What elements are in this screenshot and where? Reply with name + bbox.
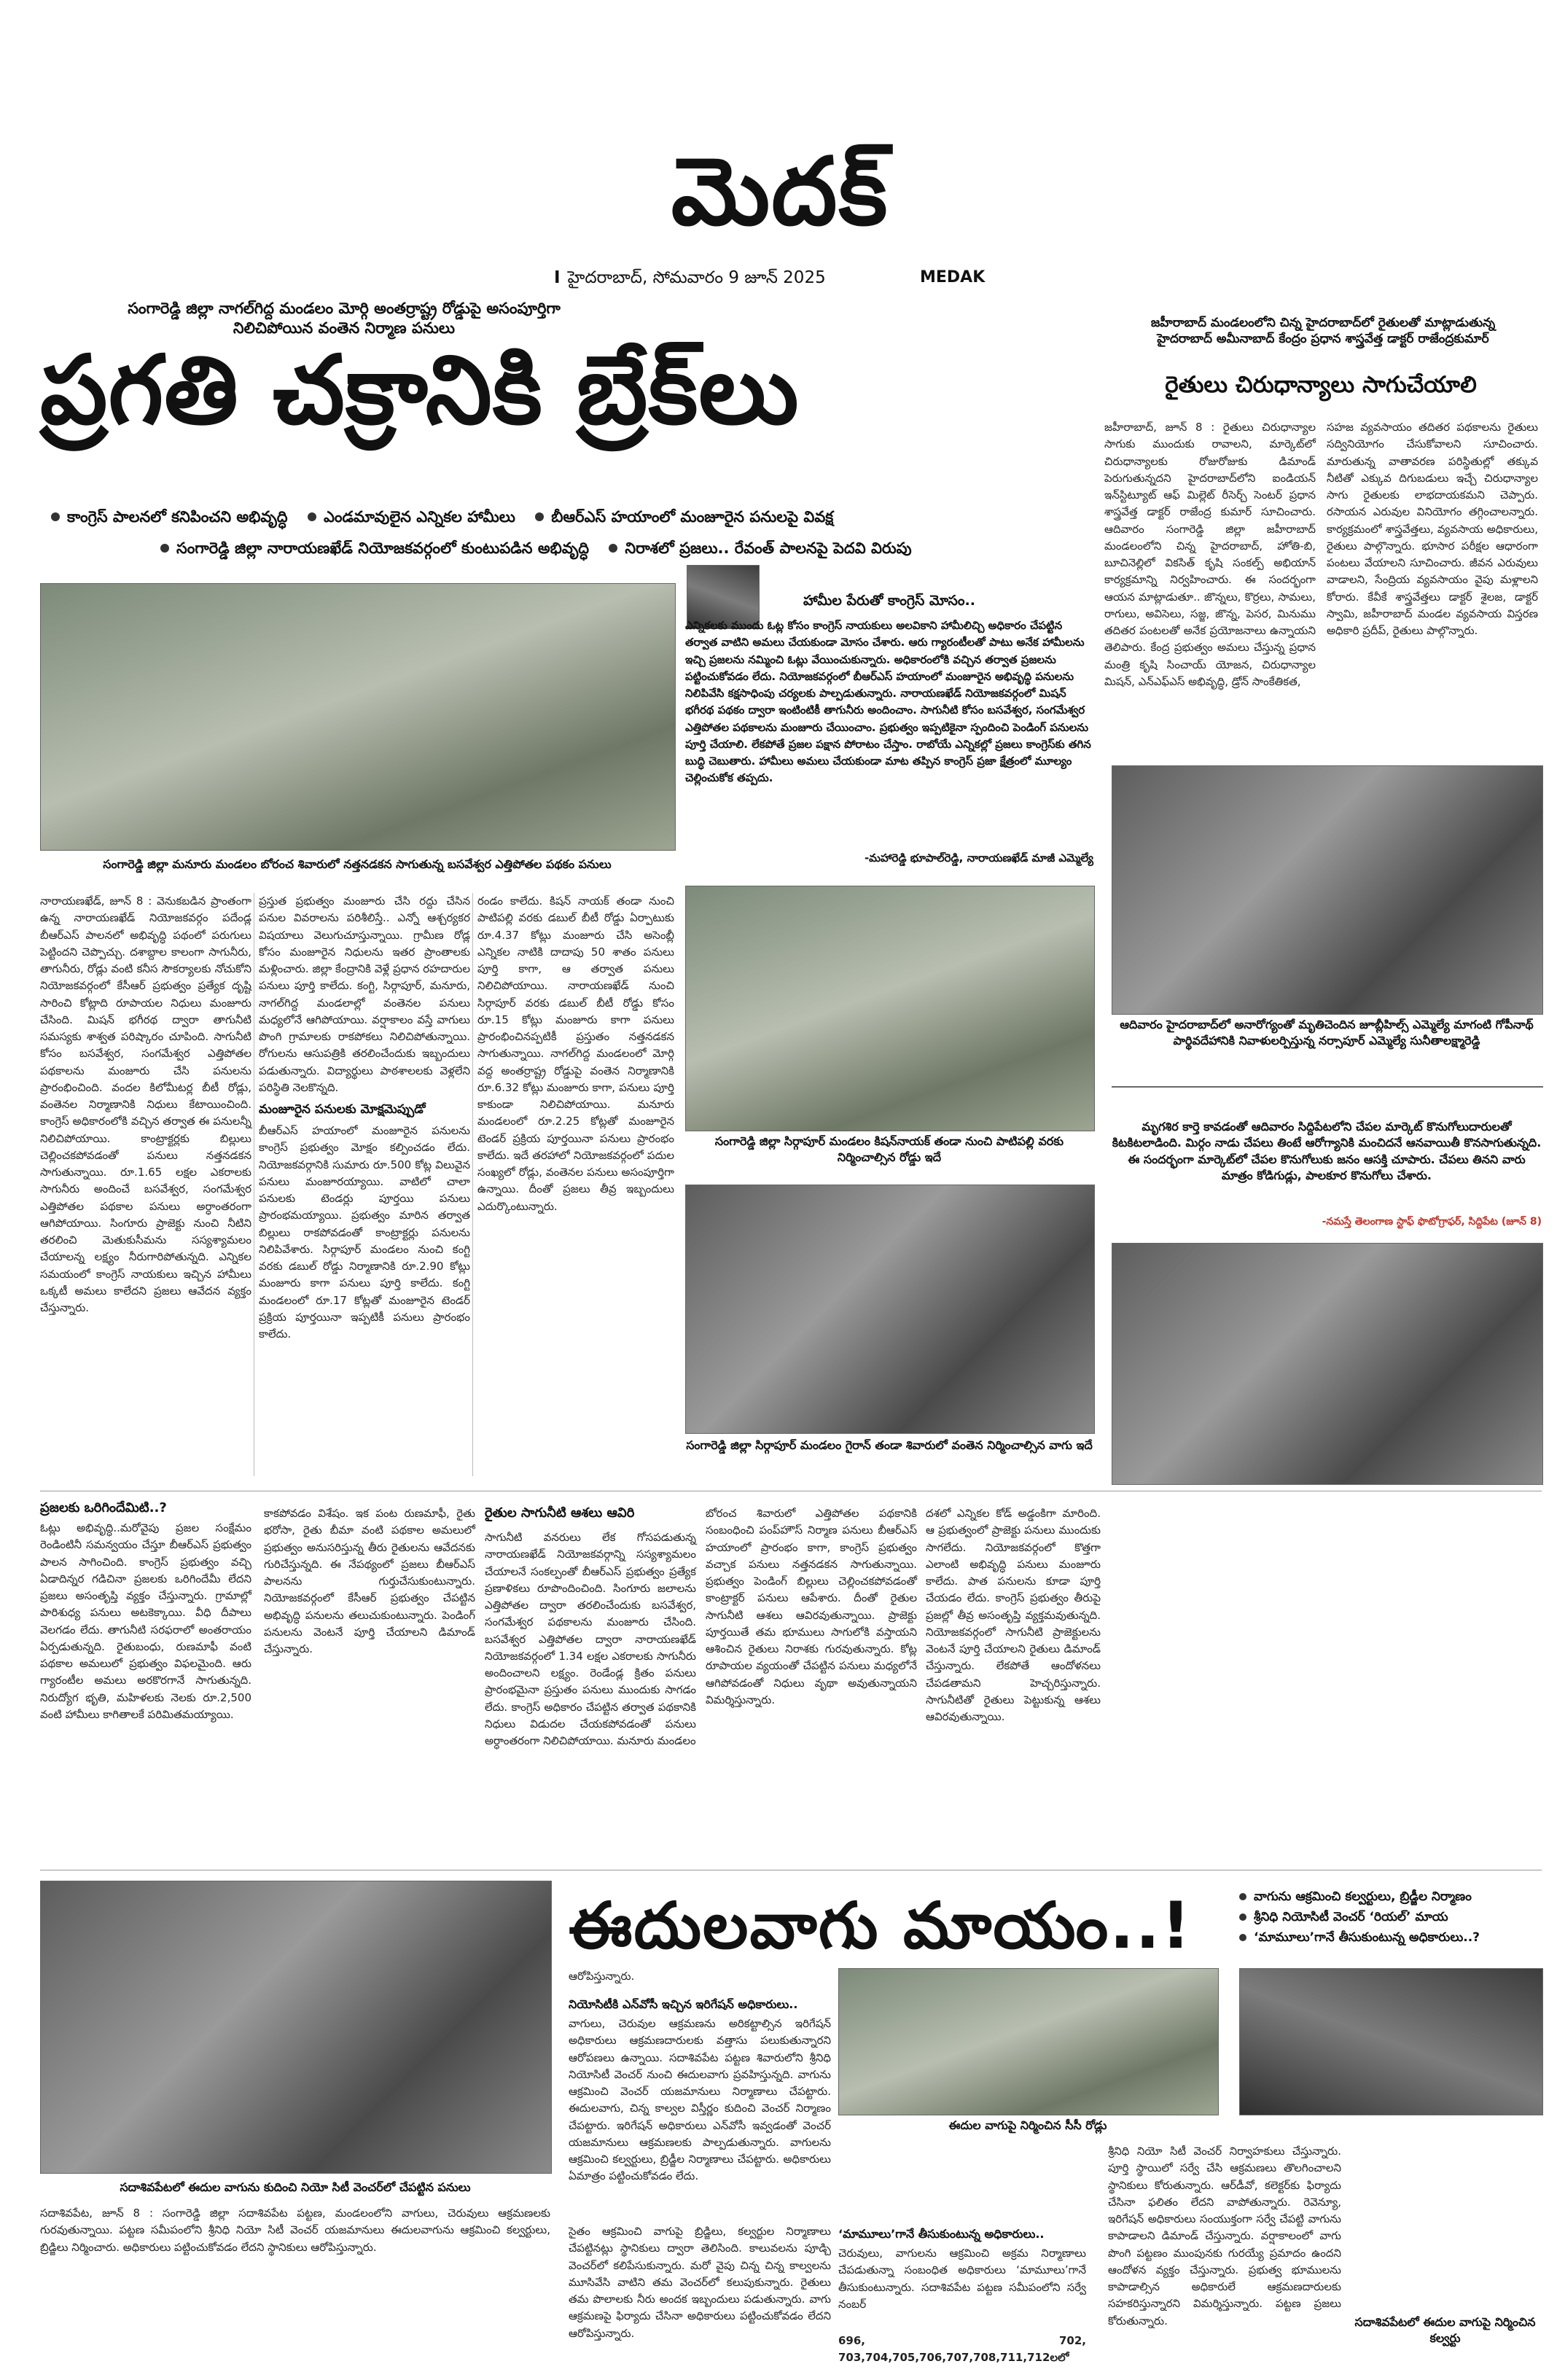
lead-kicker xyxy=(82,299,606,339)
lead-bullet-3: బీఆర్ఎస్ హయాంలో మంజూరైన పనులపై వివక్ష xyxy=(551,508,834,526)
rice-kicker-line2: హైదరాబాద్ అమీనాబాద్ కేంద్రం ప్రధాన శాస్త్రవేత్త డాక్టర్ రాజేంద్రకుమార్ xyxy=(1157,332,1489,347)
rice-kicker xyxy=(1108,315,1538,347)
fish-market-photo-main xyxy=(1112,1243,1543,1485)
lower-col-1: ఓట్లు అభివృద్ధి..మరోవైపు ప్రజల సంక్షేమం రెండింటినీ సమన్వయం చేస్తూ బీఆర్ఎస్ ప్రభుత్వం పాలన సాగించింది. కాంగ్రెస్ ప్రభుత్వం వచ్చి ఏడాదిన్నర గడిచినా ప్రజలకు ఒరిగిందేమీ లేదని ప్రజలు అసంతృప్తి వ్యక్తం చేస్తున్నారు. గ్రామాల్లో పారిశుధ్య పనులు అటకెక్కాయి. వీధి దీపాలు వెలగడం లేదు. తాగునీటి సరఫరాలో అంతరాయం ఏర్పడుతున్నది. రైతుబంధు, రుణమాఫీ వంటి పథకాల అమలులో ప్రభుత్వం విఫలమైంది. ఆరు గ్యారంటీల అమలు అరకొరగానే సాగుతున్నది. నిరుద్యోగ భృతి, మహిళలకు నెలకు రూ.2,500 వంటి హామీలు కాగితాలకే పరిమితమయ్యాయి. xyxy=(40,1521,251,1721)
eedula-bullet-1: వాగును ఆక్రమించి కల్వర్టులు, బ్రిడ్జీల నిర్మాణం xyxy=(1254,1889,1472,1904)
lead-bullet-1: కాంగ్రెస్ పాలనలో కనిపించని అభివృద్ధి xyxy=(67,508,288,526)
rice-kicker-line1: జహీరాబాద్ మండలంలోని చిన్న హైదరాబాద్‌లో రైతులతో మాట్లాడుతున్న xyxy=(1150,316,1496,330)
lead-kicker-line2: నిలిచిపోయిన వంతెన నిర్మాణ పనులు xyxy=(233,319,456,338)
eedula-survey-numbers: 696, 702, 703,704,705,706,707,708,711,712లలో xyxy=(838,2334,1086,2365)
eedula-photo-mid xyxy=(838,1968,1219,2115)
eedula-title: ఈదులవాగు మాయం..! xyxy=(569,1888,1193,1963)
eedula-left-text: సదాశివపేట, జూన్ 8 : సంగారెడ్డి జిల్లా సదాశివపేట పట్టణ, మండలంలోని వాగులు, చెరువులు ఆక్రమణలకు గురవుతున్నాయి. పట్టణ సమీపంలోని శ్రీనిధి నియో సిటీ వెంచర్ యజమానులు ఈదులవాగును ఆక్రమించి కల్వర్టులు, బ్రిడ్జిలు నిర్మించారు. అధికారులు పట్టించుకోవడం లేదని స్థానికులు ఆరోపిస్తున్నారు. xyxy=(40,2207,550,2254)
stream-photo-caption: సంగారెడ్డి జిల్లా సిర్గాపూర్ మండలం గైరాన్ తండా శివారులో వంతెన నిర్మించాల్సిన వాగు ఇదే xyxy=(686,1438,1093,1452)
rice-col-1: జహీరాబాద్, జూన్ 8 : రైతులు చిరుధాన్యాల సాగుకు ముందుకు రావాలని, మార్కెట్‌లో చిరుధాన్యాలకు రోజురోజుకు డిమాండ్ పెరుగుతున్నదని హైదరాబాద్‌లోని ఐండియన్ ఇన్‌స్టిట్యూట్ ఆఫ్ మిల్లెట్ రీసెర్చ్ సెంటర్ ప్రధాన శాస్త్రవేత్త డాక్టర్ రాజేంద్ర కుమార్ సూచించారు. ఆదివారం సంగారెడ్డి జిల్లా జహీరాబాద్ మండలంలోని చిన్న హైదరాబాద్, హోతి-బి, బూచినెల్లిలో వికసిత్ కృషి సంకల్ప్ అభియాన్ కార్యక్రమాన్ని నిర్వహించారు. ఈ సందర్భంగా ఆయన మాట్లాడుతూ.. జొన్నలు, కొర్రలు, సామలు, రాగులు, అవిసెలు, సజ్జ, జొన్న, పెసర, మినుము తదితర పంటలతో అనేక ప్రయోజనాలు ఉన్నాయని తెలిపారు. కేంద్ర ప్రభుత్వం అమలు చేస్తున్న ప్రధాన మంత్రి కృషి సించాయ్ యోజన, చిరుధాన్యాల మిషన్, ఎన్‌ఎఫ్‌ఎస్ అభివృద్ధి, డ్రోన్ సాంకేతికత, xyxy=(1104,421,1316,688)
dateline-text: హైదరాబాద్, సోమవారం 9 జూన్ 2025 xyxy=(567,268,826,287)
eedula-col-b: సైతం ఆక్రమించి వాగుపై బ్రిడ్జిలు, కల్వర్టుల నిర్మాణాలు చేపట్టినట్లు స్థానికులు ద్వారా తెలిసింది. కాలువలను పూడ్చి వెంచర్‌లో కలిపేసుకున్నారు. మరో వైపు చిన్న చిన్న కాల్వలను మూసివేసి వాటిని తమ వెంచర్‌లో కలుపుకున్నారు. రైతులు తమ పొలాలకు నీరు అందక ఇబ్బందులు పడుతున్నారు. వాగు ఆక్రమణపై ఫిర్యాదు చేసినా అధికారులు పట్టించుకోవడం లేదని ఆరోపిస్తున్నారు. xyxy=(569,2225,831,2340)
eedula-col-c: శ్రీనిధి నియో సిటీ వెంచర్ నిర్వాహకులు చేస్తున్నారు. పూర్తి స్థాయిలో సర్వే చేసి ఆక్రమణలు తొలగించాలని స్థానికులు కోరుతున్నారు. ఆర్‌డీవో, కలెక్టర్‌కు ఫిర్యాదు చేసినా ఫలితం లేదని వాపోతున్నారు. రెవెన్యూ, ఇరిగేషన్ అధికారులు సంయుక్తంగా సర్వే చేపట్టి వాగును కాపాడాలని డిమాండ్ చేస్తున్నారు. వర్షాకాలంలో వాగు పొంగి పట్టణం ముంపునకు గురయ్యే ప్రమాదం ఉందని ఆందోళన వ్యక్తం చేస్తున్నారు. ప్రభుత్వ భూములను కాపాడాల్సిన అధికారులే ఆక్రమణదారులకు సహకరిస్తున్నారని విమర్శిస్తున్నారు. పట్టణ ప్రజలు కోరుతున్నారు. xyxy=(1108,2145,1341,2328)
road-photo xyxy=(685,886,1095,1131)
dateline xyxy=(554,268,826,292)
eedula-mid-caption: ఈదుల వాగుపై నిర్మించిన సీసీ రోడ్లు xyxy=(948,2118,1107,2132)
section-tag: MEDAK xyxy=(920,268,986,286)
narayankhed-col-2-text: ప్రస్తుత ప్రభుత్వం మంజూరు చేసి రద్దు చేసిన పనుల వివరాలను పరిశీలిస్తే.. ఎన్నో ఆశ్చర్యకర విషయాలు వెలుగుచూస్తున్నాయి. గ్రామీణ రోడ్ల కోసం మంజూరైన నిధులను ఇతర ప్రాంతాలకు మళ్లించారు. జిల్లా కేంద్రానికి వెళ్లే ప్రధాన రహదారుల పనులు పూర్తి కాలేదు. కంగ్టి, సిర్గాపూర్, మనూరు, నాగల్‌గిద్ద మండలాల్లో వంతెనల పనులు మధ్యలోనే ఆగిపోయాయి. వర్షాకాలం వస్తే వాగులు పొంగి గ్రామాలకు రాకపోకలు నిలిచిపోతున్నాయి. రోగులను ఆసుపత్రికి తరలించేందుకు ఇబ్బందులు పడుతున్నారు. విద్యార్థులు పాఠశాలలకు వెళ్లలేని పరిస్థితి నెలకొన్నది. xyxy=(259,894,470,1094)
eedula-bullet-3: ‘మామూలు’గానే తీసుకుంటున్న అధికారులు..? xyxy=(1254,1930,1480,1946)
eedula-lead-line: ఆరోపిస్తున్నారు. xyxy=(569,1970,635,1983)
road-photo-caption: సంగారెడ్డి జిల్లా సిర్గాపూర్ మండలం కిషన్‌నాయక్ తండా నుంచి పాటిపల్లి వరకు నిర్మించాల్సిన రోడ్డు ఇదే xyxy=(714,1134,1064,1165)
eedula-bullets xyxy=(1239,1887,1545,1948)
stream-photo xyxy=(685,1185,1095,1434)
eedula-bullet-2: శ్రీనిధి నియోసిటీ వెంచర్ ‘రియల్’ మాయ xyxy=(1254,1910,1448,1925)
eedula-subhead-a: నియోసిటీకి ఎన్‌వోసీ ఇచ్చిన ఇరిగేషన్ అధికారులు.. xyxy=(569,1997,798,2011)
eedula-photo-right xyxy=(1239,1968,1543,2115)
eedula-col-b2: చెరువులు, వాగులను ఆక్రమించి అక్రమ నిర్మాణాలు చేపడుతున్నా సంబంధిత అధికారులు ‘మామూలు’గానే తీసుకుంటున్నారు. సదాశివపేట పట్టణ సమీపంలోని సర్వే నంబర్‌ xyxy=(838,2247,1086,2311)
hami-body: ఎన్నికలకు ముందు ఓట్ల కోసం కాంగ్రెస్ నాయకులు అలవికాని హామీలిచ్చి అధికారం చేపట్టిన తర్వాత వాటిని అమలు చేయకుండా మోసం చేశారు. ఆరు గ్యారంటీలతో పాటు అనేక హామీలను ఇచ్చి ప్రజలను నమ్మించి ఓట్లు వేయించుకున్నారు. అధికారంలోకి వచ్చిన తర్వాత ప్రజలను పట్టించుకోవడం లేదు. నియోజకవర్గంలో బీఆర్ఎస్ హయాంలో మంజూరైన అభివృద్ధి పనులను నిలిపివేసి కక్షసాధింపు చర్యలకు పాల్పడుతున్నారు. నారాయణఖేడ్ నియోజకవర్గంలో మిషన్ భగీరథ పథకం ద్వారా ఇంటింటికీ తాగునీరు అందించాం. సాగునీటి కోసం బసవేశ్వర, సంగమేశ్వర ఎత్తిపోతల పథకాలను మంజూరు చేయించాం. ప్రభుత్వం ఇప్పటికైనా స్పందించి పెండింగ్ పనులను పూర్తి చేయాలి. లేకపోతే ప్రజల పక్షాన పోరాటం చేస్తాం. రాబోయే ఎన్నికల్లో ప్రజలు కాంగ్రెస్‌కు తగిన బుద్ధి చెబుతారు. హామీలు అమలు చేయకుండా మాట తప్పిన కాంగ్రెస్ ప్రజా క్షేత్రంలో మూల్యం చెల్లించుకోక తప్పదు. xyxy=(685,619,1091,785)
lead-headline: ప్రగతి చక్రానికి బ్రేక్‌లు xyxy=(40,335,800,445)
fish-market-credit: -నమస్తే తెలంగాణ స్టాఫ్ ఫొటోగ్రాఫర్, సిద్దిపేట (జూన్ 8) xyxy=(1322,1216,1542,1228)
hami-title: హామీల పేరుతో కాంగ్రెస్ మోసం.. xyxy=(803,593,975,609)
lower-subhead-1: ప్రజలకు ఒరిగిందేమిటి..? xyxy=(40,1500,167,1515)
lower-subhead-3: రైతుల సాగునీటి ఆశలు ఆవిరి xyxy=(485,1505,635,1521)
rice-col-2: సహజ వ్యవసాయం తదితర పథకాలను రైతులు సద్వినియోగం చేసుకోవాలని సూచించారు. మారుతున్న వాతావరణ పరిస్థితుల్లో తక్కువ నీటితో ఎక్కువ దిగుబడులు ఇచ్చే చిరుధాన్యాల సాగు రైతులకు లాభదాయకమని చెప్పారు. రసాయన ఎరువుల వినియోగం తగ్గించాలన్నారు. కార్యక్రమంలో శాస్త్రవేత్తలు, వ్యవసాయ అధికారులు, రైతులు పాల్గొన్నారు. భూసార పరీక్షల ఆధారంగా పంటలు వేయాలని సూచించారు. జీవన ఎరువులు వాడాలని, సేంద్రియ వ్యవసాయం వైపు మళ్లాలని కోరారు. కేవీకే శాస్త్రవేత్తలు డాక్టర్ శైలజ, డాక్టర్ స్వామి, జహీరాబాద్ మండల వ్యవసాయ విస్తరణ అధికారి ప్రదీప్, రైతులు పాల్గొన్నారు. xyxy=(1327,421,1538,637)
lead-photo-caption: సంగారెడ్డి జిల్లా మనూరు మండలం బోరంచ శివారులో నత్తనడకన సాగుతున్న బసవేశ్వర ఎత్తిపోతల పథకం పనులు xyxy=(103,857,612,871)
lead-photo xyxy=(40,583,676,851)
masthead-title: మెదక్ xyxy=(671,138,889,246)
narayankhed-col-2 xyxy=(259,893,470,1483)
dateline-marker: I xyxy=(554,268,561,287)
eedula-right-caption: సదాశివపేటలో ఈదుల వాగుపై నిర్మించిన కల్వర్టు xyxy=(1354,2315,1536,2346)
lead-bullet-2: ఎండమావులైన ఎన్నికల హామీలు xyxy=(323,508,515,526)
lower-col-4: బోరంచ శివారులో ఎత్తిపోతల పథకానికి సంబంధించి పంప్‌హౌస్ నిర్మాణ పనులు బీఆర్ఎస్ హయాంలో ప్రారంభం కాగా, కాంగ్రెస్ ప్రభుత్వం వచ్చాక పనులు నత్తనడకన సాగుతున్నాయి. ప్రభుత్వం పెండింగ్ బిల్లులు చెల్లించకపోవడంతో కాంట్రాక్టర్ పనులు ఆపేశారు. దీంతో రైతుల సాగునీటి ఆశలు ఆవిరవుతున్నాయి. ప్రాజెక్టు పూర్తయితే తమ భూములు సాగులోకి వస్తాయని ఆశించిన రైతులు నిరాశకు గురవుతున్నారు. కోట్ల రూపాయల వ్యయంతో చేపట్టిన పనులు మధ్యలోనే ఆగిపోవడంతో నిధులు వృథా అవుతున్నాయని విమర్శిస్తున్నారు. xyxy=(706,1507,917,1706)
narayankhed-col-3: రండం కాలేదు. కిషన్ నాయక్ తండా నుంచి పాటిపల్లి వరకు డబుల్ బీటీ రోడ్డు ఏర్పాటుకు రూ.4.37 కోట్లు మంజూరు చేసి అసెంబ్లీ ఎన్నికల నాటికి దాదాపు 50 శాతం పనులు పూర్తి కాగా, ఆ తర్వాత పనులు నిలిచిపోయాయి. నారాయణఖేడ్ నుంచి సిర్గాపూర్ వరకు డబుల్ బీటీ రోడ్డు కోసం రూ.15 కోట్లు మంజూరు కాగా పనులు ప్రారంభించినప్పటికీ ప్రస్తుతం నత్తనడకన సాగుతున్నాయి. నాగల్‌గిద్ద మండలంలో మోర్గి వద్ద అంతర్రాష్ట్ర రోడ్డుపై వంతెన నిర్మాణానికి రూ.6.32 కోట్లు మంజూరు కాగా, పనులు పూర్తి కాకుండా నిలిచిపోయాయి. మనూరు మండలంలో రూ.2.25 కోట్లతో మంజూరైన టెండర్ ప్రక్రియ పూర్తయినా పనులు ప్రారంభం కాలేదు. ఇదే తరహాలో నియోజకవర్గంలో పదుల సంఖ్యలో రోడ్లు, వంతెనల పనులు అసంపూర్తిగా ఉన్నాయి. దీంతో ప్రజలు తీవ్ర ఇబ్బందులు ఎదుర్కొంటున్నారు. xyxy=(477,894,674,1213)
hami-signature: -మహారెడ్డి భూపాల్‌రెడ్డి, నారాయణఖేడ్ మాజీ ఎమ్మెల్యే xyxy=(864,851,1093,865)
lead-bullets-row1 xyxy=(36,507,1086,528)
lower-col-5: దశలో ఎన్నికల కోడ్ అడ్డంకిగా మారింది. ఆ ప్రభుత్వంలో ప్రాజెక్టు పనులు ముందుకు సాగలేదు. నియోజకవర్గంలో కొత్తగా ఎలాంటి అభివృద్ధి పనులు మంజూరు కాలేదు. పాత పనులను కూడా పూర్తి చేయడం లేదు. కాంగ్రెస్ ప్రభుత్వం తీరుపై ప్రజల్లో తీవ్ర అసంతృప్తి వ్యక్తమవుతున్నది. నియోజకవర్గంలో సాగునీటి ప్రాజెక్టులను వెంటనే పూర్తి చేయాలని రైతులు డిమాండ్ చేస్తున్నారు. లేకపోతే ఆందోళనలు చేపడతామని హెచ్చరిస్తున్నారు. సాగునీటితో రైతులు పెట్టుకున్న ఆశలు ఆవిరవుతున్నాయి. xyxy=(926,1507,1101,1723)
lead-bullet-5: నిరాశలో ప్రజలు.. రేవంత్ పాలనపై పెదవి విరుపు xyxy=(625,539,912,557)
fish-market-photo xyxy=(1112,1086,1543,1088)
eedula-left-caption: సదాశివపేటలో ఈదుల వాగును కుదించి నియో సిటీ వెంచర్‌లో చేపట్టిన పనులు xyxy=(120,2180,471,2194)
lower-col-3: సాగునీటి వనరులు లేక గోసపడుతున్న నారాయణఖేడ్ నియోజకవర్గాన్ని సస్యశ్యామలం చేయాలనే సంకల్పంతో బీఆర్ఎస్ ప్రభుత్వం ప్రత్యేక ప్రణాళికలు రూపొందించింది. సింగూరు జలాలను ఎత్తిపోతల ద్వారా తరలించేందుకు బసవేశ్వర, సంగమేశ్వర పథకాలను మంజూరు చేసింది. బసవేశ్వర ఎత్తిపోతల ద్వారా నారాయణఖేడ్ నియోజకవర్గంలో 1.34 లక్షల ఎకరాలకు సాగునీరు అందించాలని లక్ష్యం. రెండేండ్ల క్రితం పనులు ప్రారంభమైనా ప్రస్తుతం పనులు ముందుకు సాగడం లేదు. కాంగ్రెస్ అధికారం చేపట్టిన తర్వాత పథకానికి నిధులు విడుదల చేయకపోవడంతో పనులు అర్ధాంతరంగా నిలిచిపోయాయి. మనూరు మండలం xyxy=(485,1531,696,1747)
narayankhed-col-1: నారాయణఖేడ్, జూన్ 8 : వెనుకబడిన ప్రాంతంగా ఉన్న నారాయణఖేడ్ నియోజకవర్గం పదేండ్ల బీఆర్ఎస్ పాలనలో అభివృద్ధి పథంలో పరుగులు పెట్టిందని చెప్పొచ్చు. దశాబ్దాల కాలంగా సాగునీరు, తాగునీరు, రోడ్లు వంటి కనీస సౌకర్యాలకు నోచుకోని నియోజకవర్గంలో కేసీఆర్ ప్రభుత్వం ప్రత్యేక దృష్టి సారించి కోట్లాది రూపాయల నిధులు మంజూరు చేసింది. మిషన్ భగీరథ ద్వారా తాగునీటి సమస్యకు శాశ్వత పరిష్కారం చూపింది. సాగునీటి కోసం బసవేశ్వర, సంగమేశ్వర ఎత్తిపోతల పథకాలను మంజూరు చేసి పనులను ప్రారంభించింది. వందల కిలోమీటర్ల బీటీ రోడ్లు, వంతెనల నిర్మాణానికి నిధులు కేటాయించింది. కాంగ్రెస్ అధికారంలోకి వచ్చిన తర్వాత ఈ పనులన్నీ నిలిచిపోయాయి. కాంట్రాక్టర్లకు బిల్లులు చెల్లించకపోవడంతో పనులు నత్తనడకన సాగుతున్నాయి. రూ.1.65 లక్షల ఎకరాలకు సాగునీరు అందించే బసవేశ్వర, సంగమేశ్వర ఎత్తిపోతల పథకాల పనులు అర్ధాంతరంగా ఆగిపోయాయి. సింగూరు ప్రాజెక్టు నుంచి నీటిని తరలించి మెతుకుసీమను సస్యశ్యామలం చేయాలన్న లక్ష్యం నీరుగారిపోతున్నది. ఎన్నికల సమయంలో కాంగ్రెస్ నాయకులు ఇచ్చిన హామీలు ఒక్కటీ అమలు కాలేదని ప్రజలు ఆవేదన వ్యక్తం చేస్తున్నారు. xyxy=(40,894,251,1314)
eedula-subhead-b: ‘మామూలు’గానే తీసుకుంటున్న అధికారులు.. xyxy=(838,2227,1045,2241)
fish-market-text: మృగశిర కార్తె కావడంతో ఆదివారం సిద్దిపేటలోని చేపల మార్కెట్ కొనుగోలుదారులతో కిటకిటలాడింది. మిర్గం నాడు చేపలు తింటే ఆరోగ్యానికి మంచిదనే ఆనవాయితీ కొనసాగుతున్నది. ఈ సందర్భంగా మార్కెట్‌లో చేపల కొనుగోలుకు జనం ఆసక్తి చూపారు. చేపలు తినని వారు మాత్రం కోడిగుడ్లు, పాలకూర కొనుగోలు చేశారు. xyxy=(1112,1120,1542,1183)
rice-headline: రైతులు చిరుధాన్యాలు సాగుచేయాలి xyxy=(1165,372,1477,398)
lead-bullets-row2 xyxy=(146,538,1093,559)
lead-bullet-4: సంగారెడ్డి జిల్లా నారాయణఖేడ్ నియోజకవర్గంలో కుంటుపడిన అభివృద్ధి xyxy=(176,539,590,557)
narayankhed-col-2-subhead: మంజూరైన పనులకు మోక్షమెప్పుడో xyxy=(259,1102,426,1117)
eedula-photo-left xyxy=(40,1881,552,2174)
eedula-col-a: వాగులు, చెరువుల ఆక్రమణను అరికట్టాల్సిన ఇరిగేషన్ అధికారులు ఆక్రమణదారులకు వత్తాసు పలుకుతున్నారని ఆరోపణలు ఉన్నాయి. సదాశివపేట పట్టణ శివారులోని శ్రీనిధి నియోసిటీ వెంచర్ నుంచి ఈదులవాగు ప్రవహిస్తున్నది. వాగును ఆక్రమించి వెంచర్ యజమానులు నిర్మాణాలు చేపట్టారు. ఈదులవాగు, చిన్న కాల్వల విస్తీర్ణం కుదించి వెంచర్ నిర్మాణం చేపట్టారు. ఇరిగేషన్ అధికారులు ఎన్‌వోసీ ఇవ్వడంతో వెంచర్ యజమానులు ఆక్రమణలకు పాల్పడుతున్నారు. వాగులను ఆక్రమించి కల్వర్టులు, బ్రిడ్జీల నిర్మాణాలు చేపట్టారు. అధికారులు ఏమాత్రం పట్టించుకోవడం లేదు. xyxy=(569,2017,831,2183)
tribute-caption: ఆదివారం హైదరాబాద్‌లో అనారోగ్యంతో మృతిచెందిన జూబ్లీహిల్స్ ఎమ్మెల్యే మాగంటి గోపీనాథ్ పార్థివదేహానికి నివాళులర్పిస్తున్న నర్సాపూర్ ఎమ్మెల్యే సునీతాలక్ష్మారెడ్డి xyxy=(1120,1018,1534,1048)
lower-col-2: కాకపోవడం విశేషం. ఇక పంట రుణమాఫీ, రైతు భరోసా, రైతు బీమా వంటి పథకాల అమలులో ప్రభుత్వం అనుసరిస్తున్న తీరు రైతులను ఆవేదనకు గురిచేస్తున్నది. ఈ నేపథ్యంలో ప్రజలు బీఆర్ఎస్ పాలనను గుర్తుచేసుకుంటున్నారు. నియోజకవర్గంలో కేసీఆర్ ప్రభుత్వం చేపట్టిన అభివృద్ధి పనులను తలుచుకుంటున్నారు. పెండింగ్ పనులను వెంటనే పూర్తి చేయాలని డిమాండ్ చేస్తున్నారు. xyxy=(264,1507,475,1655)
narayankhed-col-2-text-b: బీఆర్ఎస్ హయాంలో మంజూరైన పనులను కాంగ్రెస్ ప్రభుత్వం మోక్షం కల్పించడం లేదు. నియోజకవర్గానికి సుమారు రూ.500 కోట్ల విలువైన పనులు మంజూరయ్యాయి. వాటిలో చాలా పనులకు టెండర్లు పూర్తయి పనులు ప్రారంభమయ్యాయి. ప్రభుత్వం మారిన తర్వాత బిల్లులు రాకపోవడంతో కాంట్రాక్టర్లు పనులను నిలిపివేశారు. సిర్గాపూర్ మండలం నుంచి కంగ్టి వరకు డబుల్ రోడ్డు నిర్మాణానికి రూ.2.90 కోట్లు మంజూరు కాగా పనులు పూర్తి కాలేదు. కంగ్టి మండలంలో రూ.17 కోట్లతో మంజూరైన టెండర్ ప్రక్రియ పూర్తయినా ఇప్పటికీ పనులు ప్రారంభం కాలేదు. xyxy=(259,1124,470,1341)
lead-kicker-line1: సంగారెడ్డి జిల్లా నాగల్‌గిద్ద మండలం మోర్గి అంతర్రాష్ట్ర రోడ్డుపై అసంపూర్తిగా xyxy=(128,300,561,317)
tribute-photo xyxy=(1112,765,1543,1015)
